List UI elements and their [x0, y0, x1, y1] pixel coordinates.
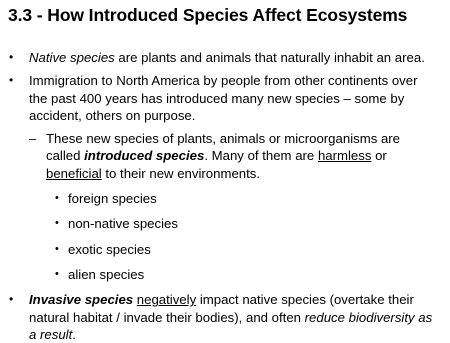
slide-title: 3.3 - How Introduced Species Affect Ecosystems	[8, 5, 408, 25]
synonym-item	[55, 241, 450, 258]
bullet-dot: •	[55, 217, 59, 230]
synonym-item	[55, 190, 450, 207]
synonym-item	[55, 215, 450, 232]
introduced-species-term: introduced species	[84, 148, 205, 164]
bullet-dot: •	[55, 267, 59, 280]
bullet-dot: •	[55, 242, 59, 255]
invasive-species-term: Invasive species	[29, 292, 134, 308]
bullet-text	[29, 49, 436, 66]
sub-bullet-introduced-species	[29, 130, 432, 182]
negatively-word: negatively	[136, 292, 197, 308]
native-species-term: Native species	[29, 50, 115, 65]
reduce-biodiversity-phrase: reduce biodiversity as a result	[29, 309, 433, 342]
bullet-immigration	[9, 72, 436, 124]
synonym-text: exotic species	[68, 241, 151, 257]
bullet-dot: •	[9, 73, 14, 88]
slide-content	[0, 49, 450, 343]
synonym-item	[55, 266, 450, 283]
immigration-text: Immigration to North America by people from other continents over the past 400 years has introduced many new species – some by accident, others on purpose.	[29, 73, 418, 123]
bullet-native-species	[9, 49, 436, 66]
invasive-species-text: Invasive species negatively impact native species (overtake their natural habitat / invade their bodies), and often reduce biodiversity as a result.	[29, 292, 433, 342]
synonym-text: alien species	[68, 266, 145, 282]
synonym-text: non-native species	[68, 216, 178, 232]
bullet-dot: •	[9, 292, 14, 307]
dash-marker: –	[29, 131, 37, 147]
beneficial-word: beneficial	[46, 165, 102, 181]
bullet-dot: •	[55, 192, 59, 205]
native-species-definition: are plants and animals that naturally inhabit an area.	[114, 50, 425, 65]
bullet-invasive-species	[9, 291, 436, 343]
harmless-word: harmless	[317, 148, 372, 164]
introduced-species-text: These new species of plants, animals or microorganisms are called introduced species. Many of them are harmless or beneficial to their new environments.	[46, 131, 401, 181]
synonym-text: foreign species	[68, 191, 157, 207]
bullet-dot: •	[9, 50, 14, 64]
